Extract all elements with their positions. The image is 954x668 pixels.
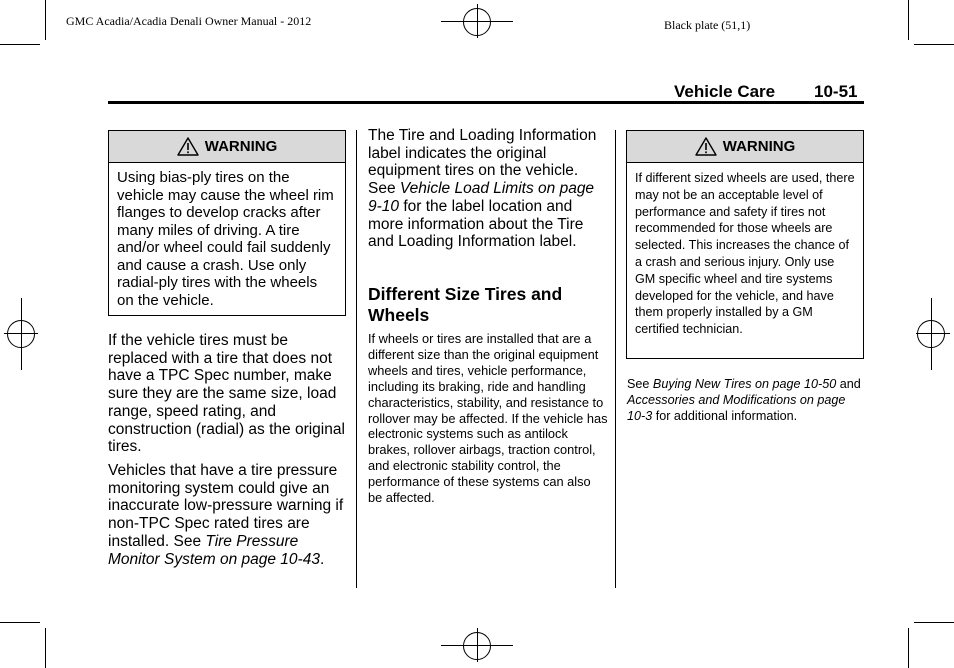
header-rule	[108, 101, 864, 104]
cross-reference: Accessories and Modifications on page 10-3	[627, 393, 846, 423]
warning-text: Using bias-ply tires on the vehicle may cause the wheel rim flanges to develop cracks after many miles of driving. A tire and/or wheel could fail suddenly and cause a crash. Use only radial-ply tires with the wheels on the vehicle.	[117, 169, 334, 309]
warning-label: WARNING	[204, 138, 278, 155]
page-number: 10-51	[814, 82, 858, 101]
warning-header	[627, 131, 863, 163]
cross-reference: Tire Pressure Monitor System on page 10-43	[108, 532, 320, 568]
paragraph: See Buying New Tires on page 10-50 and Accessories and Modifications on page 10-3 for additional information.	[627, 377, 861, 423]
warning-box-bias-ply	[108, 130, 346, 316]
paragraph: If the vehicle tires must be replaced with a tire that does not have a TPC Spec number, make sure they are the same size, load range, speed rating, and construction (radial) as the original tires.	[108, 332, 345, 456]
warning-label: WARNING	[722, 138, 796, 155]
paragraph: The Tire and Loading Information label indicates the original equipment tires on the vehicle. See Vehicle Load Limits on page 9-10 for the label location and more information about the Tire and Loading Information label.	[368, 127, 597, 251]
warning-triangle-icon	[695, 137, 717, 156]
doc-title: GMC Acadia/Acadia Denali Owner Manual - 2012	[66, 14, 312, 28]
cross-reference: Buying New Tires on page 10-50	[652, 377, 837, 391]
plate-label: Black plate (51,1)	[664, 18, 751, 32]
cross-reference: Vehicle Load Limits on page 9-10	[368, 180, 595, 215]
column-divider	[356, 130, 357, 588]
paragraph: Vehicles that have a tire pressure monitoring system could give an inaccurate low-pressure warning if non-TPC Spec rated tires are installed. See Tire Pressure Monitor System on page 10-43.	[108, 462, 344, 568]
warning-header	[109, 131, 345, 163]
warning-box-different-size	[626, 130, 864, 359]
section-title: Vehicle Care	[674, 82, 776, 101]
paragraph: If wheels or tires are installed that are a different size than the original equipment wheels and tires, vehicle performance, including its braking, ride and handling characteristics, stability, and resistance to rollover may be affected. If the vehicle has electronic systems such as antilock brakes, rollover airbags, traction control, and electronic stability control, the performance of these systems can also be affected.	[368, 331, 608, 506]
section-heading: Different Size Tires and Wheels	[368, 284, 563, 325]
warning-text: If different sized wheels are used, there may not be an acceptable level of performance and safety if tires not recommended for those wheels are selected. This increases the chance of a crash and serious injury. Only use GM specific wheel and tire systems developed for the vehicle, and have them properly installed by a GM certified technician.	[635, 171, 855, 337]
column-divider	[615, 130, 616, 588]
warning-triangle-icon	[177, 137, 199, 156]
